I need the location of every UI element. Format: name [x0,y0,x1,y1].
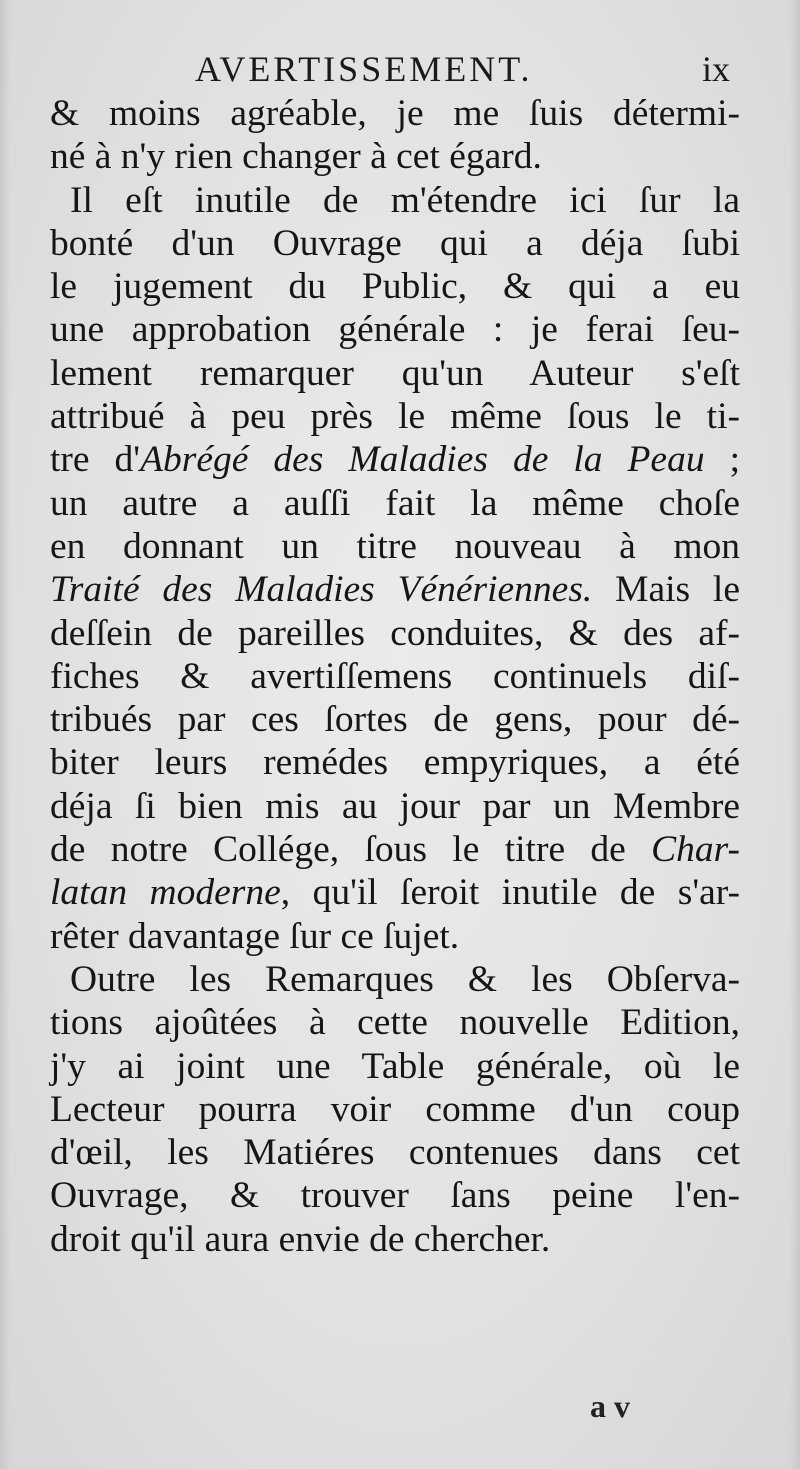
body-text [50,92,740,1261]
paragraph-start-line: Il eſt inutile de m'étendre ici ſur la [70,179,740,221]
text-line: lement remarquer qu'un Auteur s'eſt [50,352,740,394]
text-line: & moins agréable, je me ſuis détermi- [50,93,740,134]
text-line: en donnant un titre nouveau à mon [50,525,740,567]
text-line: un autre a auſſi fait la même choſe [50,482,740,524]
text-line: deſſein de pareilles conduites, & des af- [50,612,740,654]
text-line: droit qu'il aura envie de chercher. [50,1218,551,1260]
text-line: attribué à peu près le même ſous le ti- [50,396,740,438]
text-line: biter leurs remédes empyriques, a été [50,742,740,784]
page-edge-right [790,0,800,1469]
text-line: une approbation générale : je ferai ſeu- [50,309,740,351]
page-number: ix [701,49,730,89]
text-line: Traité des Maladies Vénériennes. Mais le [50,569,740,611]
text-line: de notre Collége, ſous le titre de Char- [50,829,740,871]
text-line: fiches & avertiſſemens continuels diſ- [50,655,740,697]
book-title-italic: latan moderne [50,872,281,914]
text-line: j'y ai joint une Table générale, où le [50,1045,740,1087]
text-line: Lecteur pourra voir comme d'un coup [50,1088,740,1130]
running-title: AVERTISSEMENT. [195,49,533,89]
book-title-italic: Traité des Maladies Vénériennes. [50,569,593,611]
book-title-italic: Char- [651,829,740,871]
text-line: bonté d'un Ouvrage qui a déja ſubi [50,222,740,264]
paragraph-start-line: Outre les Remarques & les Obſerva- [70,958,740,1000]
text-line: latan moderne, qu'il ſeroit inutile de s'ar- [50,872,740,914]
text-line: rêter davantage ſur ce ſujet. [50,915,460,957]
book-title-italic: Abrégé des Maladies de la Peau [140,439,705,481]
text-line: né à n'y rien changer à cet égard. [50,136,542,178]
signature-mark: a v [590,1388,630,1424]
text-line: d'œil, les Matiéres contenues dans cet [50,1132,740,1174]
text-line: déja ſi bien mis au jour par un Membre [50,785,740,827]
page-edge-left [0,0,10,1469]
text-line: le jugement du Public, & qui a eu [50,266,740,308]
text-line: tre d'Abrégé des Maladies de la Peau ; [50,439,741,481]
text-line: tions ajoûtées à cette nouvelle Edition, [50,1002,740,1044]
text-line: tribués par ces ſortes de gens, pour dé- [50,699,740,741]
text-line: Ouvrage, & trouver ſans peine l'en- [50,1175,740,1217]
